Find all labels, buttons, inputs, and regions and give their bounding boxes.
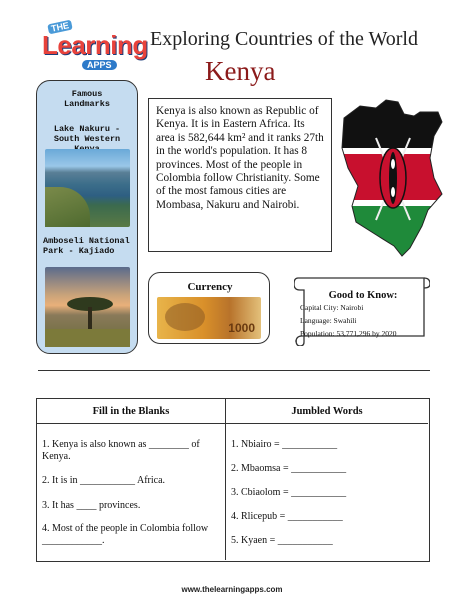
logo-word — [42, 30, 148, 61]
worksheet-table — [36, 398, 430, 562]
landmarks-title: Famous Landmarks — [64, 89, 110, 109]
savanna-grass — [45, 329, 130, 347]
fill-blank-question-4: 4. Most of the people in Colombia follow ____________. — [42, 523, 209, 546]
lake-shore — [45, 187, 90, 227]
currency-box — [148, 272, 270, 344]
logo-the: THE — [47, 20, 73, 35]
amboseli-photo — [45, 267, 130, 347]
acacia-tree-trunk — [88, 307, 92, 329]
country-description: Kenya is also known as Republic of Kenya. It is in Eastern Africa. Its area is 582,644 km² and it ranks 27th in the world's population. It has 8 provinces. Most of the people in Colombia follow Christianity. Some of the most famous cities are Mombasa, Nakuru and Nairobi. — [148, 98, 332, 252]
fill-blanks-header: Fill in the Blanks — [92, 406, 170, 417]
currency-title: Currency — [187, 281, 233, 293]
country-title: Kenya — [205, 56, 276, 86]
fill-blank-question-2: 2. It is in ___________ Africa. — [42, 475, 166, 486]
page-title: Exploring Countries of the World — [150, 28, 418, 50]
jumbled-word-4: 4. Rlicepub = ___________ — [231, 511, 343, 522]
learning-apps-logo — [38, 20, 148, 72]
fill-blank-question-1: 1. Kenya is also known as ________ of Kenya. — [42, 439, 200, 462]
jumbled-word-3: 3. Cbiaolom = ___________ — [231, 487, 347, 498]
fill-blank-question-3: 3. It has ____ provinces. — [42, 500, 141, 511]
kenyan-shilling-banknote — [157, 297, 261, 339]
landmark-label-2: Amboseli National Park - Kajiado — [43, 236, 130, 256]
jumbled-word-2: 2. Mbaomsa = ___________ — [231, 463, 347, 474]
banknote-emblem — [165, 303, 205, 331]
logo-apps: APPS — [82, 60, 117, 70]
logo-word-text: Learning — [42, 30, 148, 60]
jumbled-word-5: 5. Kyaen = ___________ — [231, 535, 333, 546]
good-to-know-title: Good to Know: — [328, 290, 398, 301]
lake-nakuru-photo — [45, 149, 130, 227]
language-line: Language: Swahili — [300, 316, 357, 325]
capital-city-line: Capital City: Nairobi — [300, 303, 364, 312]
population-line: Population: 53,771,296 by 2020 — [300, 329, 397, 338]
section-divider — [38, 370, 430, 371]
landmarks-panel — [36, 80, 138, 354]
jumbled-word-1: 1. Nbiairo = ___________ — [231, 439, 338, 450]
maasai-shield-icon — [376, 138, 410, 220]
kenya-flag-map — [338, 98, 446, 258]
jumbled-words-header: Jumbled Words — [291, 406, 363, 417]
landmark-label-1: Lake Nakuru - South Western — [53, 124, 121, 144]
banknote-value: 1000 — [228, 321, 255, 335]
footer-url[interactable]: www.thelearningapps.com — [181, 585, 283, 594]
header-divider — [37, 423, 428, 424]
